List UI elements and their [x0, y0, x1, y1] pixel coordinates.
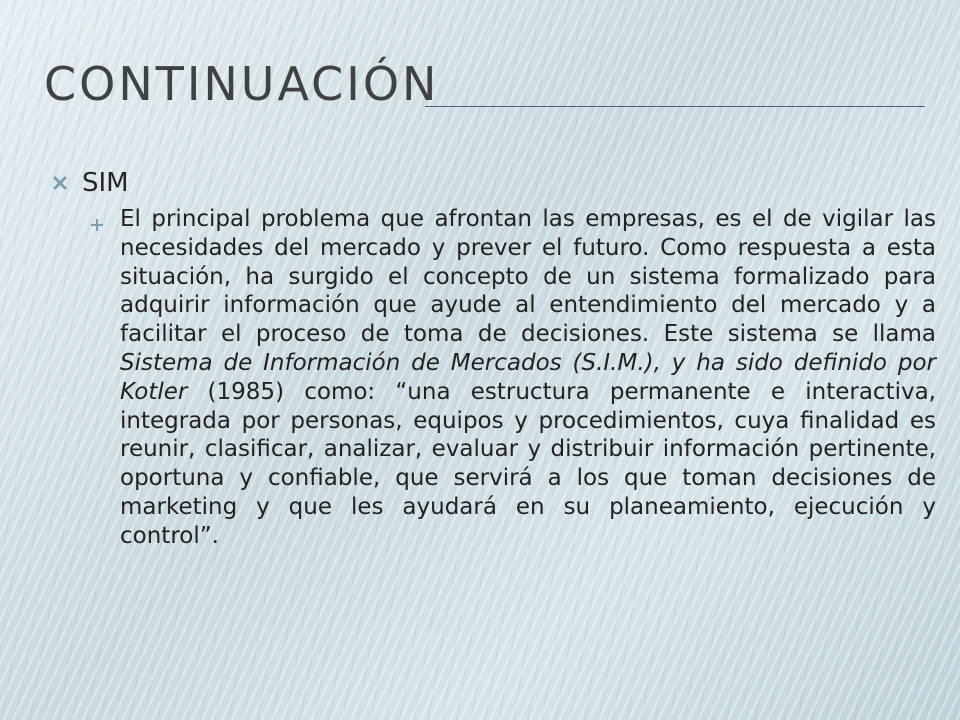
- paragraph-italic-text: Sistema de Información de Mercados (S.I.M.), y ha sido definido por Kotler: [120, 349, 936, 405]
- bullet-level-1-text: SIM: [82, 168, 129, 198]
- plus-bullet-icon: [90, 218, 104, 232]
- body-paragraph: [120, 205, 936, 551]
- slide-title: CONTINUACIÓN: [44, 57, 440, 111]
- paragraph-text-2: (1985) como: “una estructura permanente e interactiva, integrada por personas, equipos y procedimientos, cuya finalidad es reunir, clasificar, analizar, evaluar y distribuir información pertinente, oportuna y confiable, que servirá a los que toman decisiones de marketing y que les ayudará en su planeamiento, ejecución y control”.: [120, 378, 936, 549]
- x-bullet-icon: [52, 175, 68, 191]
- bullet-level-2: [90, 205, 936, 551]
- paragraph-text-1: El principal problema que afrontan las empresas, es el de vigilar las necesidades del mercado y prever el futuro. Como respuesta a esta situación, ha surgido el concepto de un sistema formalizado para adquirir información que ayude al entendimiento del mercado y a facilitar el proceso de toma de decisiones. Este sistema se llama: [120, 206, 936, 348]
- bullet-level-1: [52, 168, 129, 198]
- title-underline: [425, 106, 925, 107]
